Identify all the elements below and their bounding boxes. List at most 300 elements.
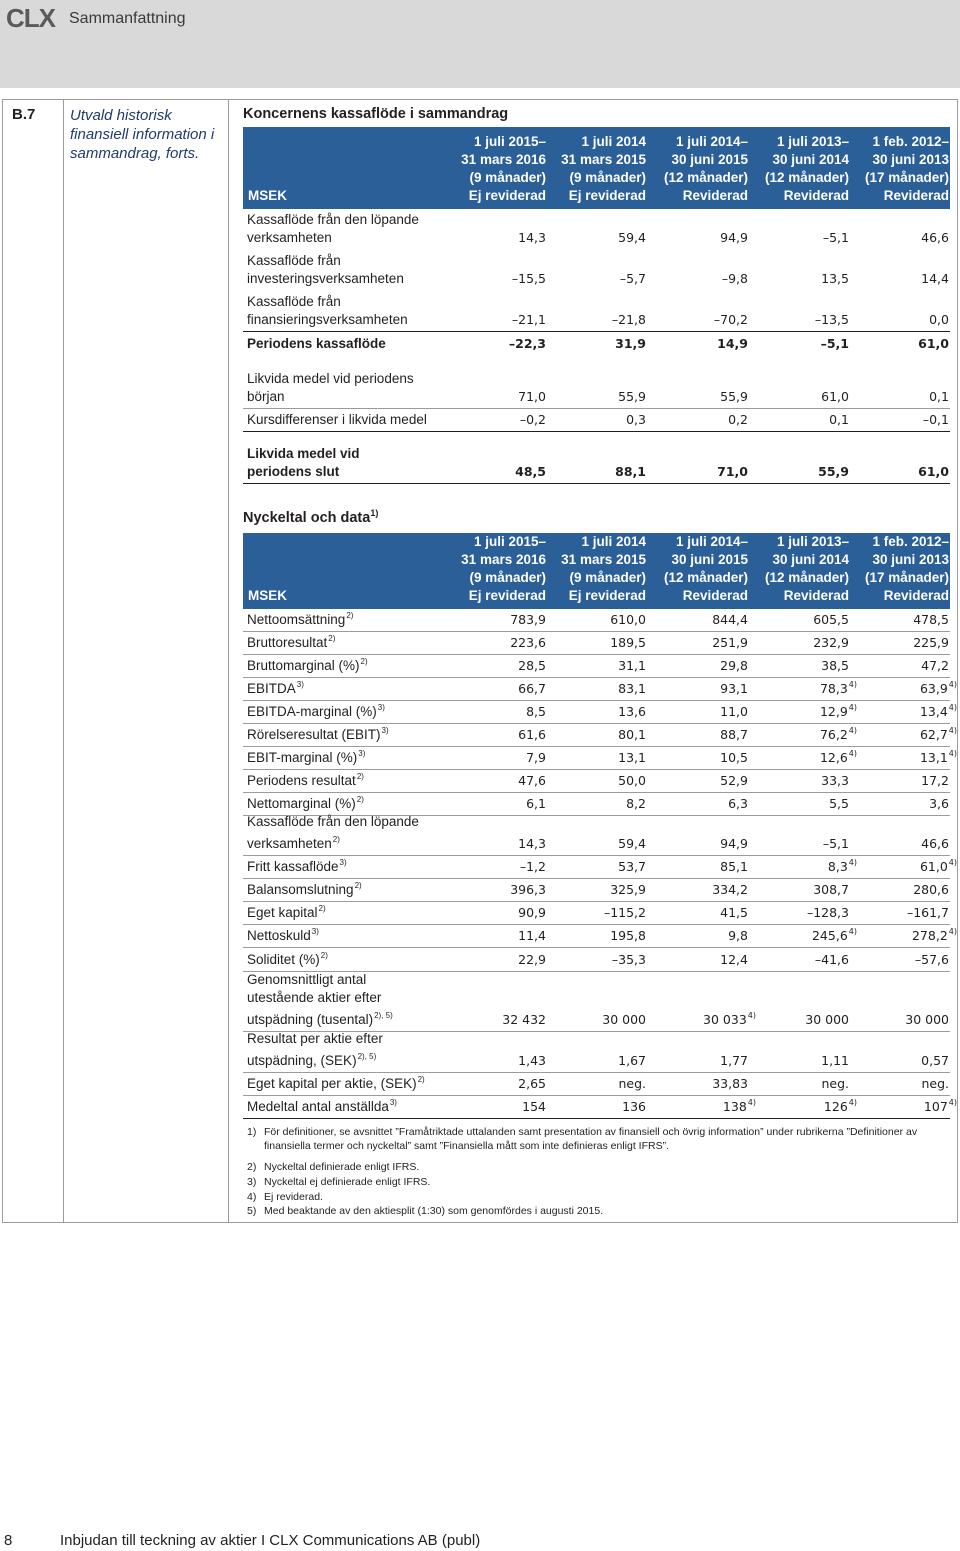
cashflow-table-header bbox=[243, 127, 950, 209]
table-cell: 30 000 bbox=[905, 1012, 949, 1027]
footnote-ref: 3) bbox=[381, 726, 389, 735]
row-label bbox=[247, 722, 389, 744]
footnote-ref: 4) bbox=[848, 749, 857, 758]
cashflow-table bbox=[243, 209, 950, 479]
table-cell: 605,5 bbox=[813, 612, 849, 627]
row-label bbox=[247, 923, 319, 945]
footnote-ref: 2) bbox=[356, 795, 364, 804]
table-cell: –5,1 bbox=[822, 230, 849, 245]
row-label bbox=[247, 211, 419, 247]
table-row bbox=[243, 609, 950, 632]
table-cell: 30 000 bbox=[805, 1012, 849, 1027]
table-cell: 251,9 bbox=[712, 635, 748, 650]
table-row bbox=[243, 655, 950, 678]
row-label-line: Periodens kassaflöde bbox=[247, 336, 386, 351]
footnote-ref: 3) bbox=[296, 680, 304, 689]
row-label-line: Periodens resultat$^{2)}$ bbox=[247, 772, 364, 788]
column-header-line: (12 månader) bbox=[663, 570, 748, 585]
table-cell: 7,9 bbox=[526, 750, 546, 765]
column-header-line: (9 månader) bbox=[569, 170, 646, 185]
footnote-ref: 4) bbox=[948, 703, 957, 712]
footnote-text: Nyckeltal definierade enligt IFRS. bbox=[264, 1161, 420, 1173]
row-label bbox=[247, 745, 365, 767]
table-cell: –57,6 bbox=[914, 952, 949, 967]
footnote-ref: 4) bbox=[948, 927, 957, 936]
column-header-line: 30 juni 2014 bbox=[772, 152, 849, 167]
table-cell: –15,5 bbox=[511, 271, 546, 286]
column-header-line: 30 juni 2013 bbox=[872, 152, 949, 167]
table-cell: 6,3 bbox=[728, 796, 748, 811]
table-cell: 61,0$^{4)}$ bbox=[919, 858, 957, 874]
footnote-text: Med beaktande av den aktiesplit (1:30) som genomfördes i augusti 2015. bbox=[264, 1205, 604, 1217]
row-label bbox=[247, 293, 408, 329]
column-header-line: Ej reviderad bbox=[468, 588, 546, 603]
column-header bbox=[638, 533, 748, 605]
table-cell: 308,7 bbox=[813, 882, 849, 897]
table-cell: 85,1 bbox=[720, 859, 748, 874]
table-row bbox=[243, 902, 950, 925]
column-header-line: 1 juli 2015– bbox=[473, 534, 546, 549]
column-header-line: Reviderad bbox=[682, 588, 748, 603]
row-label-line: Nettoomsättning$^{2)}$ bbox=[247, 611, 354, 627]
table-cell: –70,2 bbox=[713, 312, 748, 327]
column-header-line: Reviderad bbox=[883, 588, 949, 603]
row-separator bbox=[243, 1118, 950, 1119]
column-divider bbox=[63, 99, 64, 1223]
table-cell: 245,6$^{4)}$ bbox=[811, 927, 857, 943]
table-cell: 14,3 bbox=[518, 230, 546, 245]
column-header bbox=[739, 533, 849, 605]
row-label-line: Kassaflöde från den löpande bbox=[247, 814, 419, 829]
row-label-line: början bbox=[247, 389, 285, 404]
footnote-number: 5) bbox=[247, 1205, 257, 1217]
table-cell: 12,4 bbox=[720, 952, 748, 967]
table-row bbox=[243, 724, 957, 747]
table-cell: 0,3 bbox=[626, 412, 646, 427]
column-header bbox=[839, 533, 949, 605]
keyfigures-table bbox=[243, 609, 957, 1119]
table-cell: 14,9 bbox=[717, 336, 748, 351]
footnote-ref: 4) bbox=[948, 726, 957, 735]
column-header-line: Reviderad bbox=[682, 188, 748, 203]
row-label-line: Resultat per aktie efter bbox=[247, 1031, 383, 1046]
row-label-line: Bruttoresultat$^{2)}$ bbox=[247, 634, 336, 650]
row-label-line: utestående aktier efter bbox=[247, 990, 382, 1005]
table-cell: 41,5 bbox=[720, 905, 748, 920]
table-cell: 195,8 bbox=[610, 928, 646, 943]
table-cell: 8,2 bbox=[626, 796, 646, 811]
footnote-ref: 4) bbox=[948, 1098, 957, 1107]
column-header-line: 30 juni 2015 bbox=[671, 152, 748, 167]
table-row bbox=[243, 879, 950, 902]
table-row bbox=[243, 678, 957, 701]
table-cell: 0,0 bbox=[929, 312, 949, 327]
footnote-ref: 4) bbox=[848, 726, 857, 735]
table-cell: neg. bbox=[618, 1076, 646, 1091]
table-cell: 61,0 bbox=[821, 389, 849, 404]
table-cell: –5,1 bbox=[820, 336, 849, 351]
table-cell: 13,1$^{4)}$ bbox=[919, 749, 957, 765]
row-label-line: Soliditet (%)$^{2)}$ bbox=[247, 951, 328, 967]
table-cell: –22,3 bbox=[508, 336, 546, 351]
table-cell: 1,11 bbox=[821, 1053, 849, 1068]
table-cell: 334,2 bbox=[712, 882, 748, 897]
footnote-number: 1) bbox=[247, 1126, 257, 1138]
row-label bbox=[247, 445, 360, 481]
table-row bbox=[243, 925, 957, 948]
column-header-line: (9 månader) bbox=[569, 570, 646, 585]
table-cell: 52,9 bbox=[720, 773, 748, 788]
table-cell: 55,9 bbox=[720, 389, 748, 404]
table-cell: 0,57 bbox=[921, 1053, 949, 1068]
table-cell: 33,83 bbox=[712, 1076, 748, 1091]
table-cell: 232,9 bbox=[813, 635, 849, 650]
table-cell: 3,6 bbox=[929, 796, 949, 811]
column-header-line: (9 månader) bbox=[469, 570, 546, 585]
table-cell: 12,6$^{4)}$ bbox=[819, 749, 857, 765]
footnote-ref: 4) bbox=[747, 1098, 756, 1107]
column-header-line: 30 juni 2014 bbox=[772, 552, 849, 567]
keyfigures-table-header bbox=[243, 533, 950, 609]
page-number: 8 bbox=[4, 1532, 13, 1549]
section-title: Sammanfattning bbox=[69, 10, 186, 27]
footnote-ref: 3) bbox=[358, 749, 366, 758]
unit-label: MSEK bbox=[248, 588, 288, 603]
footnote-ref: 2) bbox=[332, 835, 340, 844]
table-cell: 59,4 bbox=[618, 230, 646, 245]
table-cell: 94,9 bbox=[720, 836, 748, 851]
table-cell: 223,6 bbox=[510, 635, 546, 650]
row-label bbox=[247, 699, 385, 721]
table-row bbox=[243, 291, 950, 332]
footnote-ref: 2) bbox=[328, 634, 336, 643]
footnote-ref: 2) bbox=[360, 657, 368, 666]
column-header bbox=[436, 533, 546, 605]
row-label-line: EBIT-marginal (%)$^{3)}$ bbox=[247, 749, 366, 765]
table-cell: –0,1 bbox=[922, 412, 949, 427]
footnote-ref: 4) bbox=[848, 680, 857, 689]
table-row bbox=[243, 816, 950, 856]
table-cell: 12,9$^{4)}$ bbox=[819, 703, 857, 719]
row-label bbox=[247, 854, 347, 876]
table-cell: 46,6 bbox=[921, 230, 949, 245]
table-cell: 88,7 bbox=[720, 727, 748, 742]
table-cell: –9,8 bbox=[721, 271, 748, 286]
table-cell: –5,7 bbox=[619, 271, 646, 286]
column-header-line: 31 mars 2016 bbox=[461, 552, 546, 567]
row-label-line: Eget kapital per aktie, (SEK)$^{2)}$ bbox=[247, 1075, 425, 1091]
row-label-line: utspädning (tusental)$^{2), 5)}$ bbox=[247, 1011, 393, 1027]
row-label bbox=[247, 252, 404, 288]
table-cell: 9,8 bbox=[728, 928, 748, 943]
footnote-ref: 2) bbox=[318, 904, 326, 913]
column-header-line: 1 feb. 2012– bbox=[872, 134, 949, 149]
footnote-ref: 3) bbox=[311, 927, 319, 936]
table-cell: neg. bbox=[821, 1076, 849, 1091]
logo-text: CLX bbox=[6, 2, 55, 33]
table-cell: –128,3 bbox=[806, 905, 849, 920]
table-cell: 31,1 bbox=[618, 658, 646, 673]
table-cell: 783,9 bbox=[510, 612, 546, 627]
footnote-ref: 2), 5) bbox=[357, 1052, 377, 1061]
table-cell: 396,3 bbox=[510, 882, 546, 897]
table-cell: 844,4 bbox=[712, 612, 748, 627]
column-header-line: 1 juli 2015– bbox=[473, 134, 546, 149]
unit-label: MSEK bbox=[248, 188, 288, 203]
table-cell: 53,7 bbox=[618, 859, 646, 874]
column-header-line: Ej reviderad bbox=[568, 588, 646, 603]
row-label-line: Fritt kassaflöde$^{3)}$ bbox=[247, 858, 347, 874]
table-cell: 88,1 bbox=[615, 464, 646, 479]
footnote-ref: 3) bbox=[377, 703, 385, 712]
column-header-line: 1 juli 2013– bbox=[776, 134, 849, 149]
table-cell: 61,0 bbox=[918, 464, 949, 479]
footnote-ref: 4) bbox=[948, 749, 957, 758]
column-header-line: Reviderad bbox=[883, 188, 949, 203]
page-footer: Inbjudan till teckning av aktier I CLX Communications AB (publ) bbox=[60, 1532, 481, 1549]
table-cell: 0,2 bbox=[728, 412, 748, 427]
column-header bbox=[536, 533, 646, 605]
row-label-line: EBITDA$^{3)}$ bbox=[247, 680, 304, 696]
footnote-ref: 4) bbox=[848, 858, 857, 867]
table-row bbox=[243, 1073, 950, 1096]
column-header-line: (12 månader) bbox=[764, 570, 849, 585]
table-cell: 71,0 bbox=[518, 389, 546, 404]
column-header-line: 31 mars 2015 bbox=[561, 552, 646, 567]
footnote-ref: 2), 5) bbox=[374, 1011, 393, 1020]
table-cell: –5,1 bbox=[822, 836, 849, 851]
table-cell: 31,9 bbox=[615, 336, 646, 351]
table-cell: 46,6 bbox=[921, 836, 949, 851]
table-cell: 17,2 bbox=[921, 773, 949, 788]
table-cell: 94,9 bbox=[720, 230, 748, 245]
column-header bbox=[436, 133, 546, 205]
top-bar bbox=[0, 0, 960, 88]
table-cell: –13,5 bbox=[814, 312, 849, 327]
row-label-line: investeringsverksamheten bbox=[247, 271, 404, 286]
footnote-ref: 4) bbox=[848, 703, 857, 712]
column-header-line: 30 juni 2015 bbox=[671, 552, 748, 567]
table-cell: 61,6 bbox=[518, 727, 546, 742]
table-cell: 1,67 bbox=[618, 1053, 646, 1068]
column-header-line: 1 juli 2014 bbox=[581, 534, 646, 549]
row-label-line: Genomsnittligt antal bbox=[247, 972, 367, 987]
keyfigures-title-sup: 1) bbox=[370, 508, 379, 518]
table-cell: 189,5 bbox=[610, 635, 646, 650]
table-cell: 63,9$^{4)}$ bbox=[919, 680, 957, 696]
table-cell: 33,3 bbox=[821, 773, 849, 788]
table-cell: 47,6 bbox=[518, 773, 546, 788]
row-label-line: Balansomslutning$^{2)}$ bbox=[247, 881, 362, 897]
footnote-number: 2) bbox=[247, 1161, 257, 1173]
column-header-line: 31 mars 2015 bbox=[561, 152, 646, 167]
footnote-number: 3) bbox=[247, 1176, 257, 1188]
row-label-line: Bruttomarginal (%)$^{2)}$ bbox=[247, 657, 368, 673]
table-row bbox=[243, 356, 950, 409]
table-cell: 325,9 bbox=[610, 882, 646, 897]
column-header-line: Ej reviderad bbox=[568, 188, 646, 203]
table-cell: 38,5 bbox=[821, 658, 849, 673]
row-label bbox=[247, 947, 328, 969]
footnote-ref: 4) bbox=[848, 927, 857, 936]
column-header-line: (17 månader) bbox=[864, 570, 949, 585]
table-cell: 62,7$^{4)}$ bbox=[919, 726, 957, 742]
row-label bbox=[247, 1030, 383, 1070]
footnote-ref: 2) bbox=[417, 1075, 425, 1084]
column-header-line: 1 juli 2013– bbox=[776, 534, 849, 549]
row-label-line: Nettoskuld$^{3)}$ bbox=[247, 927, 319, 943]
table-cell: 0,1 bbox=[929, 389, 949, 404]
row-label-line: Likvida medel vid bbox=[247, 446, 360, 461]
footnote-text: Ej reviderad. bbox=[264, 1191, 323, 1203]
clx-logo bbox=[6, 4, 55, 32]
table-cell: 28,5 bbox=[518, 658, 546, 673]
table-cell: 138$^{4)}$ bbox=[722, 1098, 756, 1114]
footnote-ref: 2) bbox=[354, 881, 362, 890]
table-cell: 13,6 bbox=[618, 704, 646, 719]
row-label bbox=[247, 768, 364, 790]
table-cell: neg. bbox=[921, 1076, 949, 1091]
section-number: B.7 bbox=[12, 106, 36, 123]
column-header bbox=[536, 133, 646, 205]
row-label-line: Kursdifferenser i likvida medel bbox=[247, 412, 427, 427]
footnote-number: 4) bbox=[247, 1191, 257, 1203]
table-row bbox=[243, 209, 950, 250]
row-label bbox=[247, 411, 427, 429]
table-row bbox=[243, 409, 950, 432]
row-label bbox=[247, 653, 368, 675]
table-cell: –161,7 bbox=[906, 905, 949, 920]
table-cell: –115,2 bbox=[603, 905, 646, 920]
row-label bbox=[247, 676, 304, 698]
table-cell: 50,0 bbox=[618, 773, 646, 788]
row-label bbox=[247, 335, 386, 353]
table-cell: –1,2 bbox=[519, 859, 546, 874]
table-row bbox=[243, 632, 950, 655]
column-divider bbox=[228, 99, 229, 1223]
column-header bbox=[739, 133, 849, 205]
table-cell: 29,8 bbox=[720, 658, 748, 673]
table-cell: 8,3$^{4)}$ bbox=[827, 858, 857, 874]
table-cell: –21,8 bbox=[611, 312, 646, 327]
column-header-line: 1 juli 2014 bbox=[581, 134, 646, 149]
row-label-line: Kassaflöde från den löpande bbox=[247, 212, 419, 227]
table-cell: 66,7 bbox=[518, 681, 546, 696]
column-header-line: Ej reviderad bbox=[468, 188, 546, 203]
table-cell: 1,77 bbox=[720, 1053, 748, 1068]
table-cell: 1,43 bbox=[518, 1053, 546, 1068]
table-cell: 59,4 bbox=[618, 836, 646, 851]
row-label-line: periodens slut bbox=[247, 464, 340, 479]
row-label bbox=[247, 813, 419, 853]
table-cell: –41,6 bbox=[814, 952, 849, 967]
row-label-line: utspädning, (SEK)$^{2), 5)}$ bbox=[247, 1052, 377, 1068]
table-cell: 90,9 bbox=[518, 905, 546, 920]
cashflow-title: Koncernens kassaflöde i sammandrag bbox=[243, 106, 509, 122]
table-cell: 14,3 bbox=[518, 836, 546, 851]
table-cell: 22,9 bbox=[518, 952, 546, 967]
table-cell: –21,1 bbox=[511, 312, 546, 327]
table-row bbox=[243, 332, 950, 356]
table-row bbox=[243, 770, 950, 793]
table-cell: 71,0 bbox=[717, 464, 748, 479]
table-cell: 126$^{4)}$ bbox=[823, 1098, 857, 1114]
table-cell: 11,0 bbox=[720, 704, 748, 719]
column-header-line: (17 månader) bbox=[864, 170, 949, 185]
footnote-ref: 4) bbox=[948, 858, 957, 867]
footnote-ref: 3) bbox=[389, 1098, 397, 1107]
row-label bbox=[247, 1094, 397, 1116]
table-cell: –0,2 bbox=[519, 412, 546, 427]
footnote-text: Nyckeltal ej definierade enligt IFRS. bbox=[264, 1176, 431, 1188]
column-header-line: 30 juni 2013 bbox=[872, 552, 949, 567]
table-row bbox=[243, 1032, 950, 1073]
table-cell: 83,1 bbox=[618, 681, 646, 696]
row-label-line: Kassaflöde från bbox=[247, 294, 341, 309]
table-cell: 55,9 bbox=[618, 389, 646, 404]
row-label-line: EBITDA-marginal (%)$^{3)}$ bbox=[247, 703, 385, 719]
table-cell: 13,4$^{4)}$ bbox=[919, 703, 957, 719]
table-cell: 0,1 bbox=[829, 412, 849, 427]
row-label bbox=[247, 900, 326, 922]
table-cell: 30 000 bbox=[602, 1012, 646, 1027]
table-cell: 48,5 bbox=[515, 464, 546, 479]
table-cell: 14,4 bbox=[921, 271, 949, 286]
table-cell: 47,2 bbox=[921, 658, 949, 673]
column-header-line: (12 månader) bbox=[764, 170, 849, 185]
row-label bbox=[247, 971, 393, 1029]
footnote-ref: 2) bbox=[356, 772, 364, 781]
table-row bbox=[243, 701, 957, 724]
table-cell: 55,9 bbox=[818, 464, 849, 479]
row-label-line: verksamheten$^{2)}$ bbox=[247, 835, 340, 851]
table-cell: 5,5 bbox=[829, 796, 849, 811]
row-label bbox=[247, 607, 353, 629]
table-cell: 154 bbox=[522, 1099, 546, 1114]
table-cell: 61,0 bbox=[918, 336, 949, 351]
table-cell: 11,4 bbox=[518, 928, 546, 943]
table-row bbox=[243, 1096, 957, 1119]
table-cell: 8,5 bbox=[526, 704, 546, 719]
footnote-ref: 3) bbox=[339, 858, 347, 867]
column-header-line: 31 mars 2016 bbox=[461, 152, 546, 167]
row-label-line: Likvida medel vid periodens bbox=[247, 371, 414, 386]
column-header bbox=[638, 133, 748, 205]
table-row bbox=[243, 972, 950, 1032]
column-header-line: 1 juli 2014– bbox=[675, 534, 748, 549]
row-label-line: verksamheten bbox=[247, 230, 332, 245]
footnote-ref: 4) bbox=[747, 1011, 756, 1020]
table-row bbox=[243, 250, 950, 291]
footnote-ref: 2) bbox=[346, 611, 354, 620]
row-label-line: Nettomarginal (%)$^{2)}$ bbox=[247, 795, 364, 811]
table-cell: 107$^{4)}$ bbox=[923, 1098, 957, 1114]
footnote-ref: 4) bbox=[948, 680, 957, 689]
column-header-line: 1 feb. 2012– bbox=[872, 534, 949, 549]
keyfigures-title-text: Nyckeltal och data bbox=[243, 509, 371, 526]
table-cell: 278,2$^{4)}$ bbox=[911, 927, 957, 943]
table-cell: 80,1 bbox=[618, 727, 646, 742]
table-cell: 136 bbox=[622, 1099, 646, 1114]
footnote-text: För definitioner, se avsnittet ”Framåtriktade uttalanden samt presentation av finansiell och övrig information” under rubrikerna ”Definitioner av finansiella termer och nyckeltal” samt ”Finansiella mått som inte definieras enligt IFRS”. bbox=[264, 1126, 918, 1152]
side-title: Utvald historisk finansiell information i sammandrag, forts. bbox=[70, 107, 215, 162]
table-cell: 2,65 bbox=[518, 1076, 546, 1091]
column-header-line: (9 månader) bbox=[469, 170, 546, 185]
column-header bbox=[839, 133, 949, 205]
table-cell: 225,9 bbox=[913, 635, 949, 650]
row-label bbox=[247, 791, 364, 813]
table-cell: 280,6 bbox=[913, 882, 949, 897]
